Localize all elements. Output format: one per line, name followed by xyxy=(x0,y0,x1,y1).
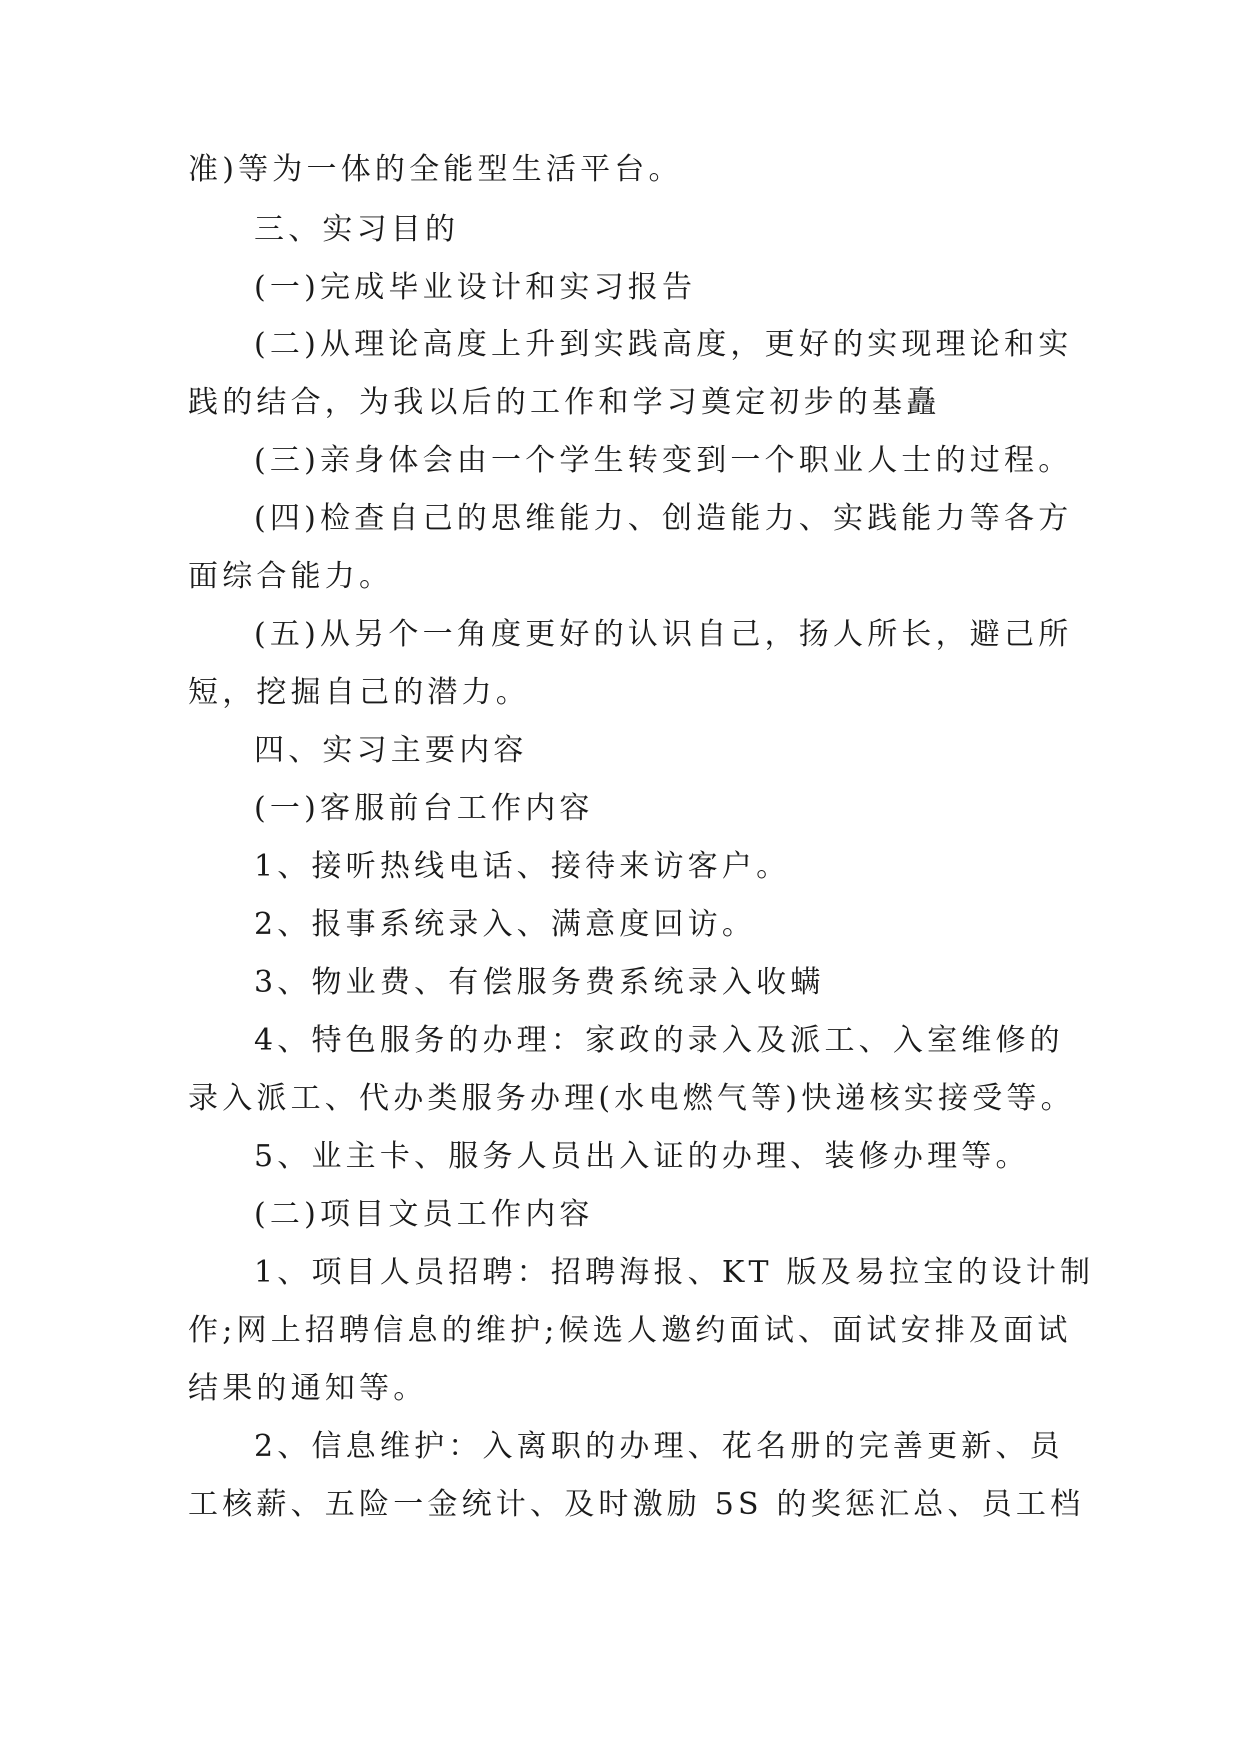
list-item: 5、业主卡、服务人员出入证的办理、装修办理等。 xyxy=(254,1139,1030,1174)
paragraph-line: 作;网上招聘信息的维护;候选人邀约面试、面试安排及面试 xyxy=(188,1313,1072,1348)
paragraph-line: 准)等为一体的全能型生活平台。 xyxy=(188,152,683,187)
list-item: 3、物业费、有偿服务费系统录入收螨 xyxy=(254,965,825,1000)
list-item: (三)亲身体会由一个学生转变到一个职业人士的过程。 xyxy=(254,443,1073,478)
subsection-heading: (一)客服前台工作内容 xyxy=(254,791,594,826)
list-item: 2、报事系统录入、满意度回访。 xyxy=(254,907,757,942)
paragraph-line: 结果的通知等。 xyxy=(188,1371,428,1406)
subsection-heading: (二)项目文员工作内容 xyxy=(254,1197,594,1232)
list-item: (五)从另个一角度更好的认识自己，扬人所长，避己所 xyxy=(254,617,1073,652)
list-item: 1、接听热线电话、接待来访客户。 xyxy=(254,849,791,884)
paragraph-line: 短，挖掘自己的潜力。 xyxy=(188,675,530,710)
paragraph-line: 录入派工、代办类服务办理(水电燃气等)快递核实接受等。 xyxy=(188,1081,1075,1116)
paragraph-line: 工核薪、五险一金统计、及时激励 5S 的奖惩汇总、员工档 xyxy=(188,1487,1085,1522)
section-heading: 三、实习目的 xyxy=(254,212,460,247)
paragraph-line: 面综合能力。 xyxy=(188,559,394,594)
list-item: 2、信息维护：入离职的办理、花名册的完善更新、员 xyxy=(254,1429,1064,1464)
list-item: 1、项目人员招聘：招聘海报、KT 版及易拉宝的设计制 xyxy=(254,1255,1095,1290)
section-heading: 四、实习主要内容 xyxy=(254,733,528,768)
list-item: (二)从理论高度上升到实践高度，更好的实现理论和实 xyxy=(254,327,1073,362)
list-item: (一)完成毕业设计和实习报告 xyxy=(254,270,697,305)
paragraph-line: 践的结合，为我以后的工作和学习奠定初步的基矗 xyxy=(188,385,941,420)
list-item: 4、特色服务的办理：家政的录入及派工、入室维修的 xyxy=(254,1023,1064,1058)
list-item: (四)检查自己的思维能力、创造能力、实践能力等各方 xyxy=(254,501,1073,536)
